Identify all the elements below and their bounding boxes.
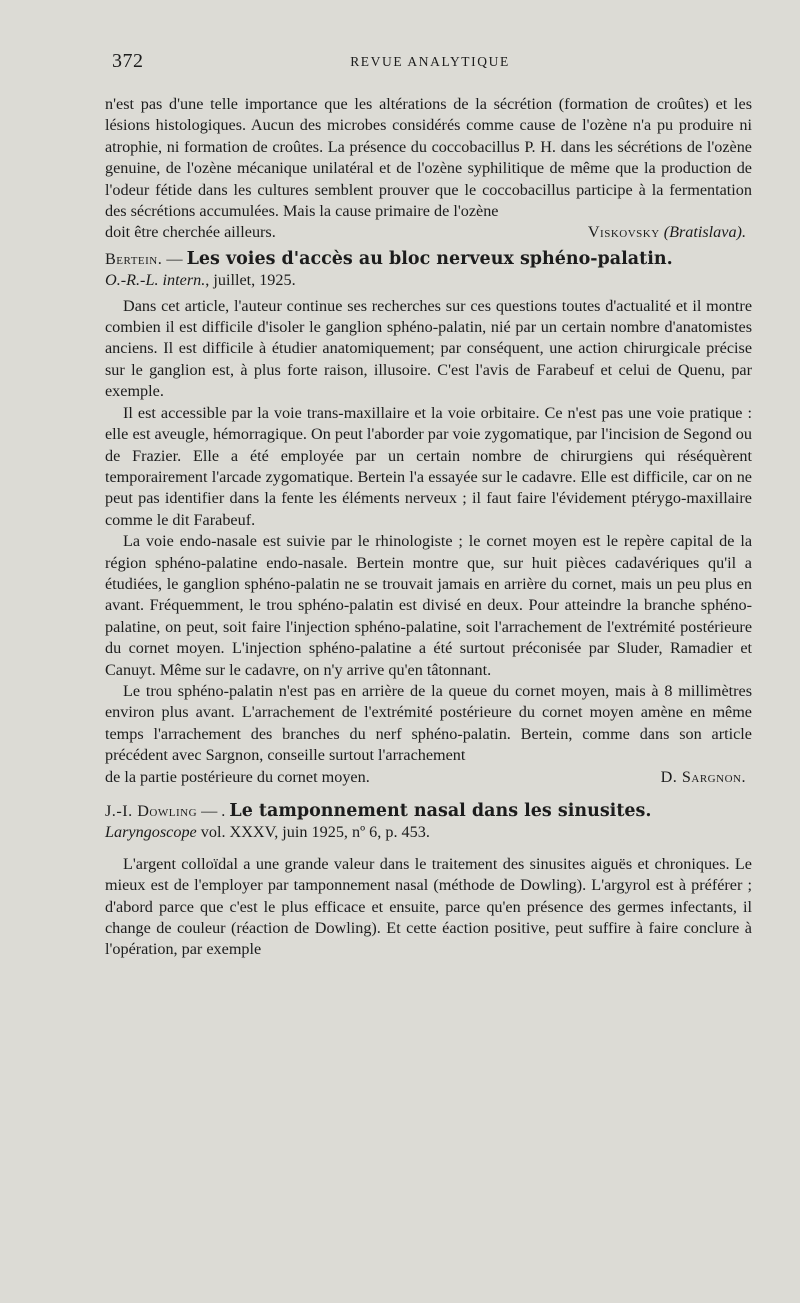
article-date: , juillet, 1925.: [205, 271, 296, 290]
paragraph-last-line: de la partie postérieure du cornet moyen.: [105, 767, 370, 786]
signature-source: (Bratislava).: [663, 223, 746, 242]
article-ref: vol. XXXV, juin 1925, nº 6, p. 453.: [196, 823, 430, 842]
paragraph-last-line: doit être cherchée ailleurs.: [105, 223, 276, 242]
page-number: 372: [112, 50, 144, 72]
spacer: [105, 788, 756, 796]
article-title: Les voies d'accès au bloc nerveux sphéno-palatin.: [186, 248, 673, 269]
paragraph: Il est accessible par la voie trans-maxillaire et la voie orbitaire. Ce n'est pas une voie pratique : elle est aveugle, hémorragique. On peut l'aborder par voie zygomatique, par l'incision de Segond ou de Frazier. Elle a été employée par un certain nombre de chirurgiens qui réséquèrent temporairement l'arcade zygomatique. Bertein l'a essayée sur le cadavre. Elle est difficile, car on ne peut pas identifier dans la fente les éléments nerveux ; il faut faire l'évidement ptérygo-maxillaire comme le dit Farabeuf.: [105, 403, 752, 529]
abstract-bertein: [105, 296, 752, 788]
signature-line: [105, 222, 752, 243]
page-header: [105, 50, 755, 80]
signature-line: [105, 767, 752, 788]
article-title: Le tamponnement nasal dans les sinusites.: [229, 801, 652, 821]
abstract-dowling: [105, 854, 752, 961]
article-journal: O.-R.-L. intern.: [105, 271, 206, 290]
signature: D. Sargnon.: [660, 767, 746, 786]
signature: [588, 222, 752, 243]
article-author: J.-I. Dowling: [105, 802, 198, 820]
signature-name: Viskovsky: [587, 223, 660, 242]
paragraph: n'est pas d'une telle importance que les altérations de la sécrétion (formation de croûtes) et les lésions histologiques. Aucun des microbes considérés comme cause de l'ozène n'a pu produire ni atrophie, ni formation de croûtes. La présence du coccobacillus P. H. dans les sécrétions de l'ozène genuine, de l'ozène mécanique unilatéral et de l'ozène syphilitique de même que la production de l'odeur fétide dans les cultures semblent prouver que le coccobacillus participe à la fermentation des sécrétions accumulées. Mais la cause primaire de l'ozène: [105, 95, 752, 221]
paragraph: Dans cet article, l'auteur continue ses recherches sur ces questions toutes d'actualité et il montre combien il est difficile d'isoler le ganglion sphéno-palatin, nié par un certain nombre d'anatomistes anciens. Il est difficile à étudier anatomiquement; par conséquent, une action chirurgicale précise sur le ganglion est, à plus forte raison, illusoire. C'est l'avis de Farabeuf et celui de Quenu, par exemple.: [105, 296, 752, 401]
paragraph: Le trou sphéno-palatin n'est pas en arrière de la queue du cornet moyen, mais à 8 millimètres environ plus avant. L'arrachement de l'extrémité postérieure du cornet moyen amène en même temps l'arrachement des branches du nerf sphéno-palatin. Bertein, comme dans son article précédent avec Sargnon, conseille surtout l'arrachement: [105, 681, 752, 765]
running-head: REVUE ANALYTIQUE: [350, 54, 510, 69]
abstract-viskovsky: [105, 94, 752, 244]
paragraph: La voie endo-nasale est suivie par le rhinologiste ; le cornet moyen est le repère capital de la région sphéno-palatine endo-nasale. Bertein montre que, sur huit pièces cadavériques qu'il a étudiées, le ganglion sphéno-palatin ne se trouvait jamais en arrière du cornet, mais un peu plus en avant. Fréquemment, le trou sphéno-palatin est divisé en deux. Pour atteindre la branche sphéno-palatine, on peut, soit faire l'injection sphéno-palatine, soit l'arrachement de l'extrémité postérieure du cornet moyen. L'injection sphéno-palatine a été surtout préconisée par Sluder, Ramadier et Canuyt. Même sur le cadavre, on n'y arrive qu'en tâtonnant.: [105, 532, 752, 679]
article-dash: — .: [197, 802, 230, 820]
article-journal: Laryngoscope: [105, 823, 197, 842]
article-heading-bertein: [105, 249, 752, 292]
article-author: Bertein.: [105, 249, 163, 268]
article-heading-dowling: [105, 801, 752, 844]
article-dash: —: [162, 249, 187, 268]
paragraph: L'argent colloïdal a une grande valeur dans le traitement des sinusites aiguës et chroniques. Le mieux est de l'employer par tamponnement nasal (méthode de Dowling). L'argyrol est à préférer ; d'abord parce que c'est le plus efficace et ensuite, parce qu'en présence des germes infectants, il change de couleur (réaction de Dowling). Et cette éaction positive, peut suffire à faire conclure à l'opération, par exemple: [105, 854, 752, 959]
